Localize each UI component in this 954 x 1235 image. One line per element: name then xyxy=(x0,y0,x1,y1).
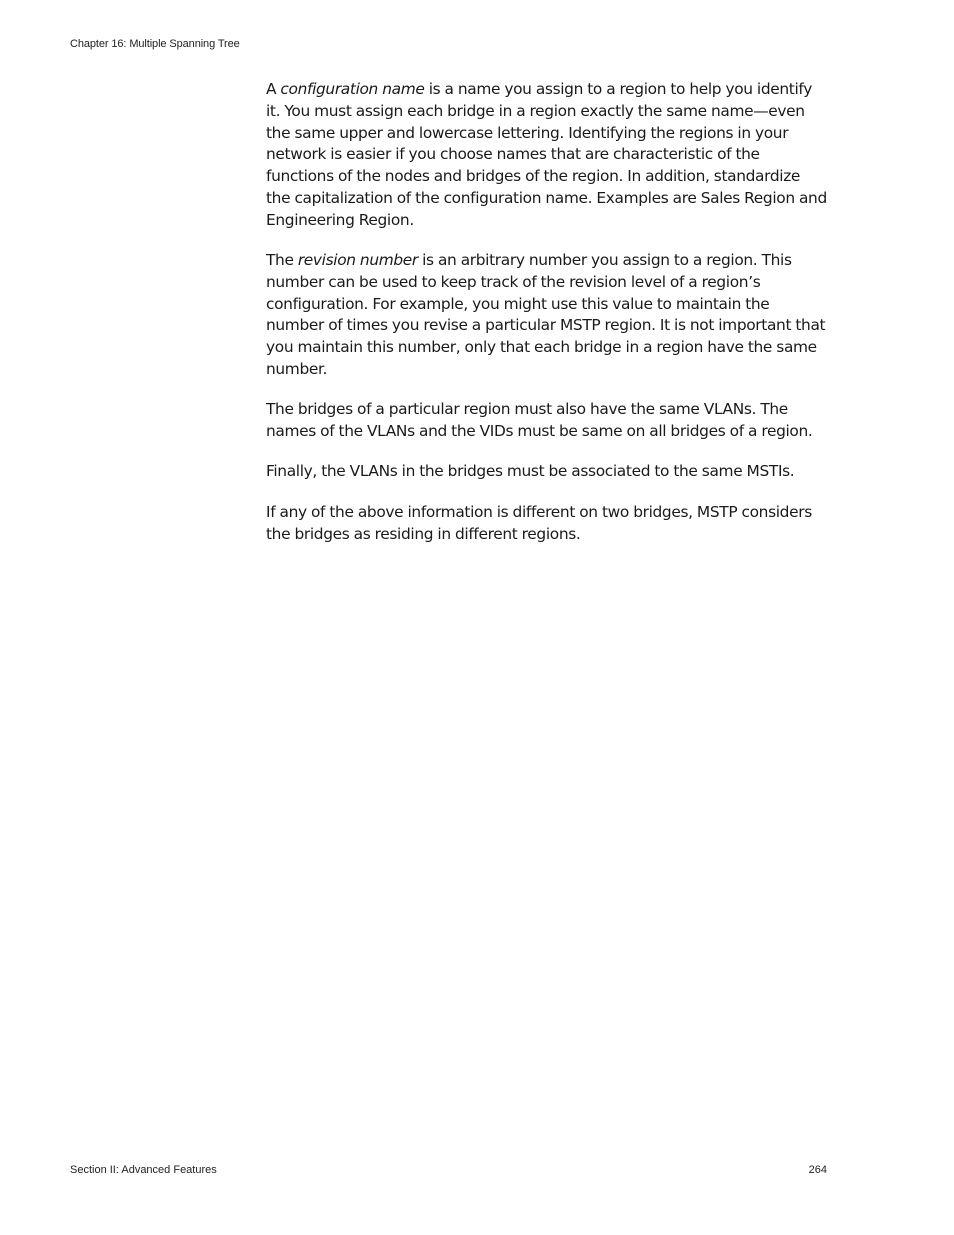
paragraph-lead: The xyxy=(266,251,298,270)
paragraph-vlans: The bridges of a particular region must also have the same VLANs. The names of the VLANs and the VIDs must be same on all bridges of a region. xyxy=(266,400,813,441)
paragraph-revision-number xyxy=(266,250,828,381)
paragraph-configuration-name xyxy=(266,79,828,232)
paragraph-rest: is an arbitrary number you assign to a region. This number can be used to keep track of the revision level of a region’s configuration. For example, you might use this value to maintain the number of times you revise a particular MSTP region. It is not important that you maintain this number, only that each bridge in a region have the same number. xyxy=(266,251,826,379)
paragraph-rest: is a name you assign to a region to help you identify it. You must assign each bridge in a region exactly the same name—even the same upper and lowercase lettering. Identifying the regions in your network is easier if you choose names that are characteristic of the functions of the nodes and bridges of the region. In addition, standardize the capitalization of the configuration name. Examples are Sales Region and Engineering Region. xyxy=(266,80,827,229)
body-text xyxy=(266,79,828,564)
paragraph-lead: A xyxy=(266,80,281,98)
paragraph-mstis: Finally, the VLANs in the bridges must be associated to the same MSTIs. xyxy=(266,462,795,481)
footer-section-title: Section II: Advanced Features xyxy=(70,1164,217,1176)
running-header: Chapter 16: Multiple Spanning Tree xyxy=(70,38,240,50)
paragraph-different-regions: If any of the above information is different on two bridges, MSTP considers the bridges as residing in different regions. xyxy=(266,502,812,543)
term-revision-number: revision number xyxy=(297,251,418,270)
term-configuration-name: configuration name xyxy=(280,80,425,98)
page-number: 264 xyxy=(808,1164,827,1176)
